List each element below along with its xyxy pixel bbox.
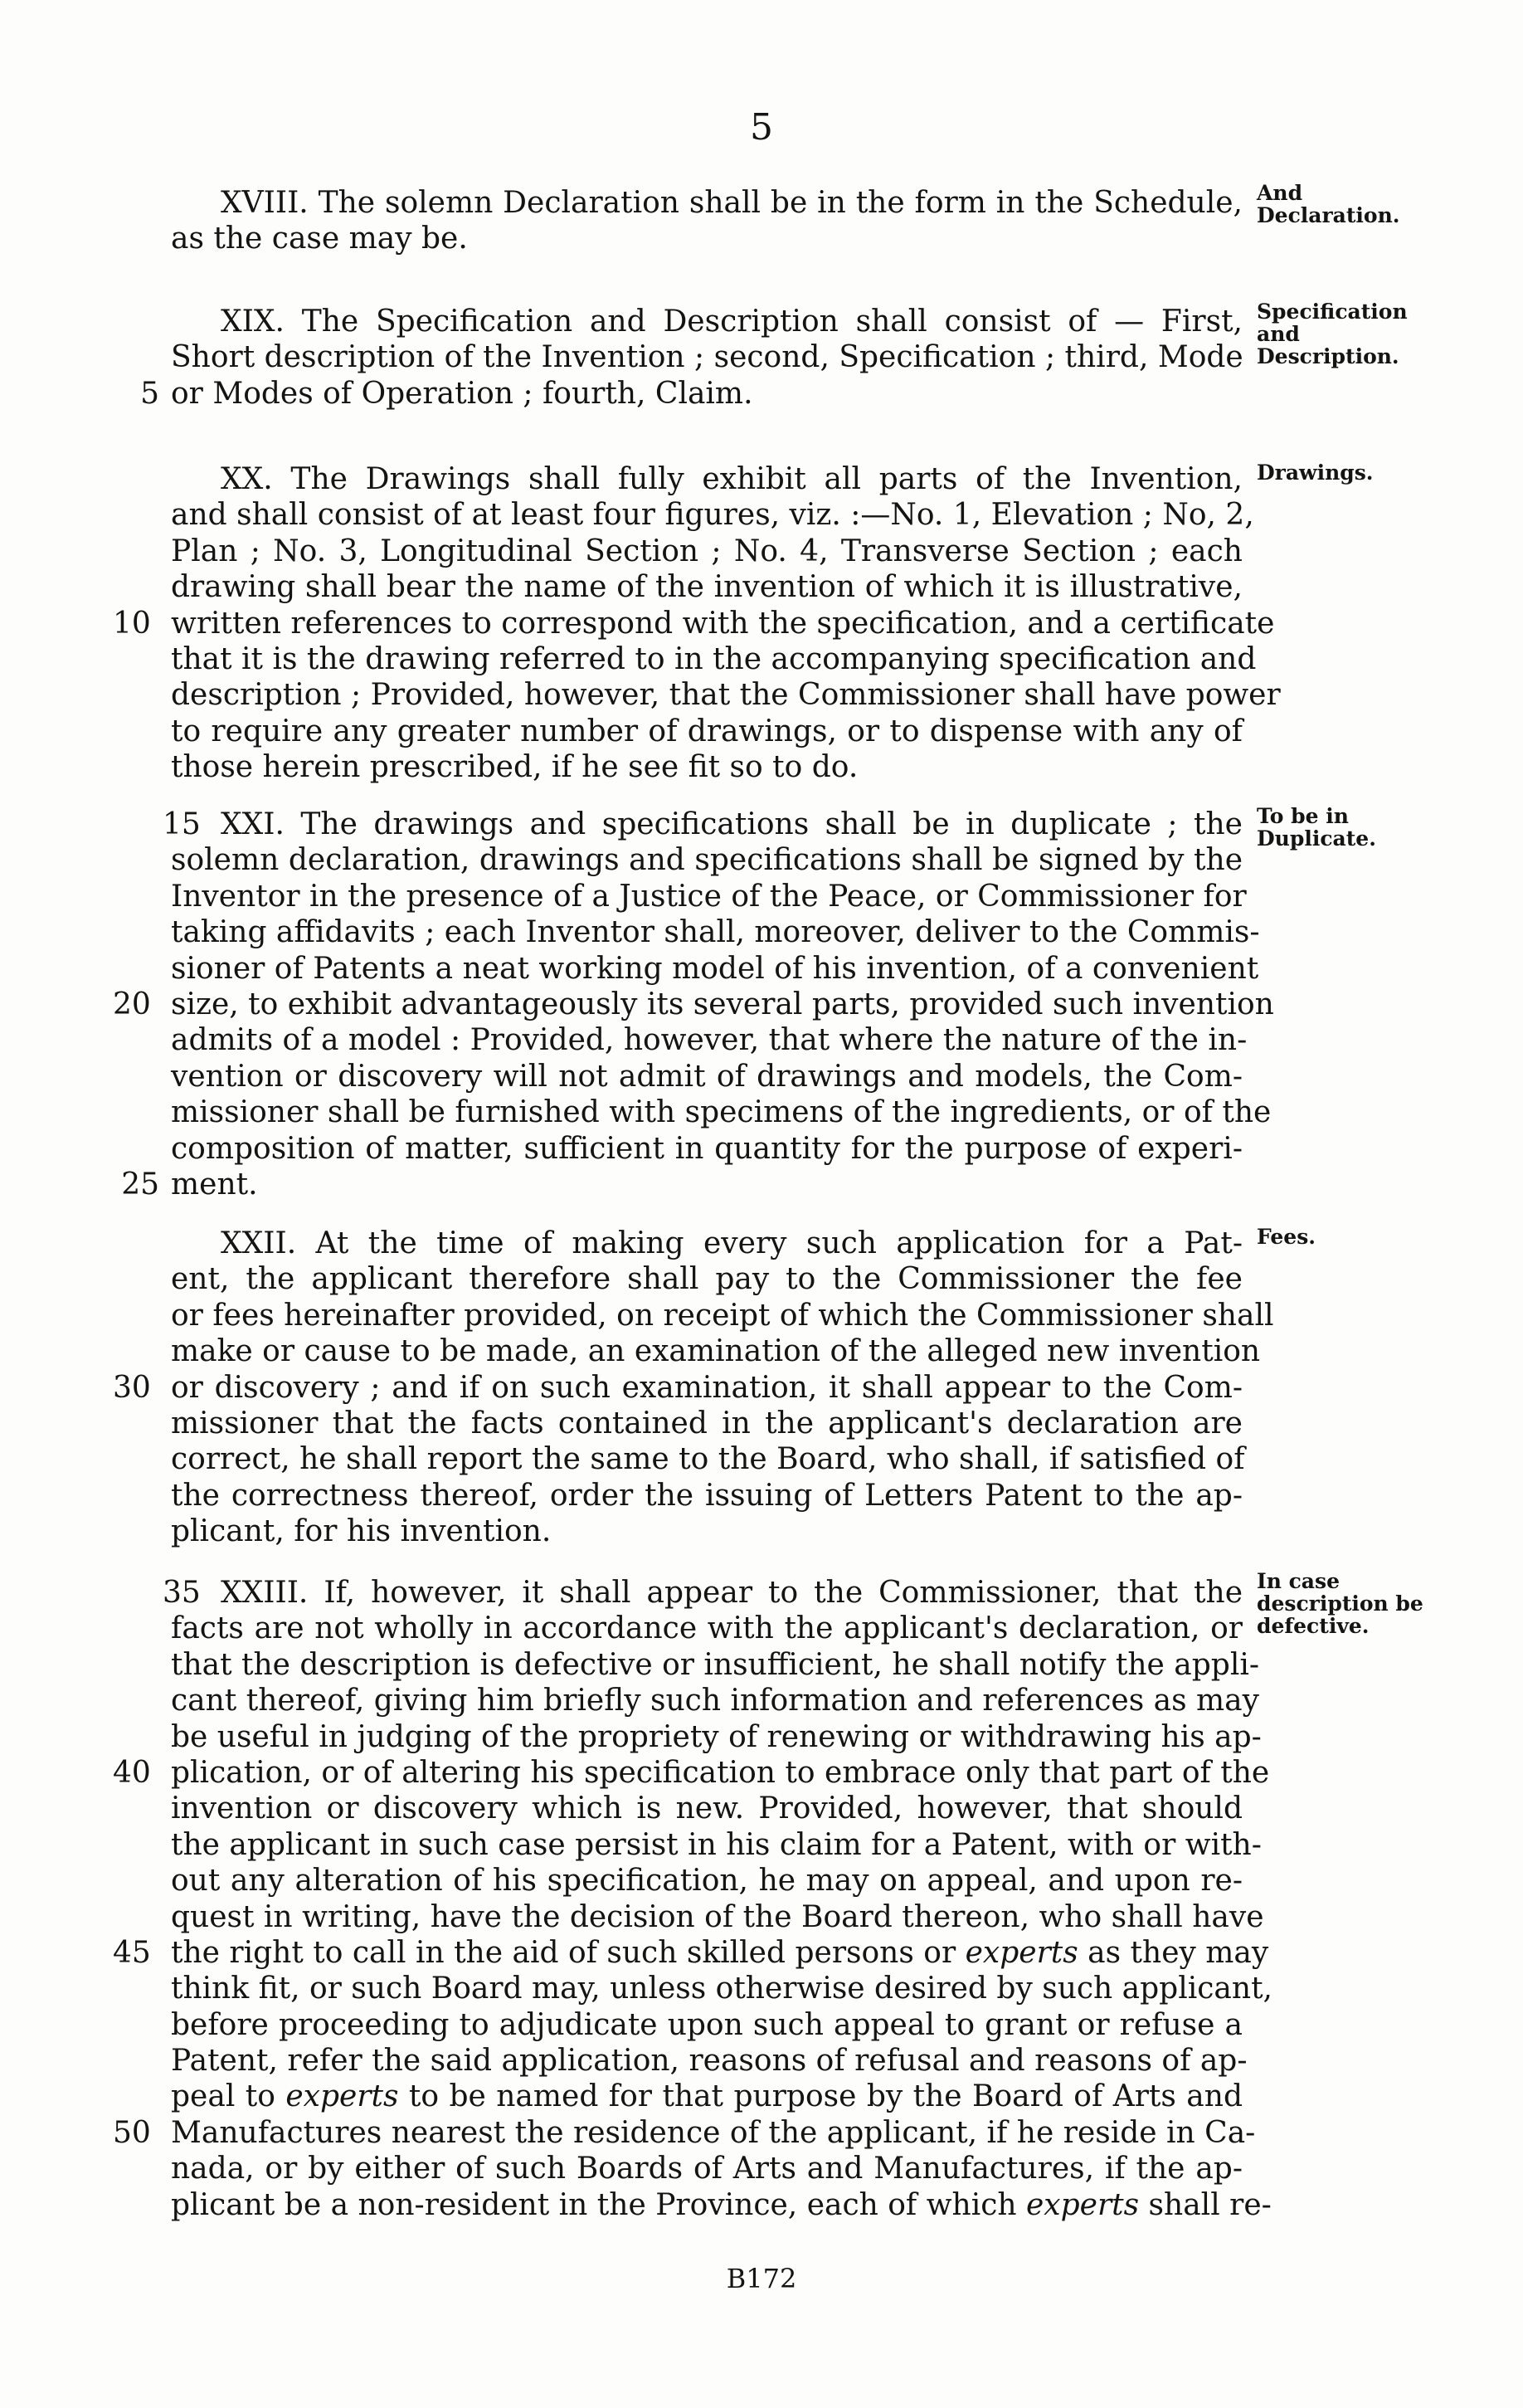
line-number: 45 (113, 1935, 151, 1970)
text-line: XXIII. If, however, it shall appear to the Commissioner, that the 35 (171, 1575, 1243, 1611)
line-number: 15 (163, 807, 201, 841)
text-line: XIX. The Specification and Description shall consist of — First, (221, 305, 1243, 339)
text-line: or fees hereinafter provided, on receipt of which the Commissioner shall (171, 1298, 1274, 1333)
line-number: 50 (113, 2115, 151, 2150)
line-number: 35 (163, 1576, 201, 1610)
text-line: to require any greater number of drawings, or to dispense with any of (171, 714, 1243, 748)
text-line: that the description is defective or insufficient, he shall notify the appli- (171, 1647, 1260, 1682)
text-line: that it is the drawing referred to in the accompanying specification and (171, 641, 1257, 676)
text-line: invention or discovery which is new. Provided, however, that should (171, 1791, 1243, 1826)
margin-note: Specification and Description. (1257, 300, 1408, 368)
page-number: 5 (750, 106, 773, 149)
text-line: plicant be a non-resident in the Province, each of which experts shall re- (171, 2187, 1272, 2222)
printer-signature-mark: B172 (726, 2263, 797, 2294)
line-number: 20 (113, 987, 151, 1021)
text-line: taking affidavits ; each Inventor shall, moreover, deliver to the Commis- (171, 915, 1260, 950)
text-line: written references to correspond with the specification, and a certificate 10 (113, 606, 1275, 641)
line-number: 40 (113, 1755, 151, 1790)
text-line: quest in writing, have the decision of the Board thereon, who shall have (171, 1899, 1264, 1934)
article-section (113, 461, 1281, 786)
line-number: 10 (113, 606, 151, 641)
text-line: vention or discovery will not admit of drawings and models, the Com- (171, 1059, 1243, 1094)
text-line: XX. The Drawings shall fully exhibit all parts of the Invention, (221, 462, 1243, 496)
article-section (140, 304, 1243, 412)
text-line: missioner shall be furnished with specimens of the ingredients, or of the (171, 1095, 1272, 1130)
text-line: the applicant in such case persist in his claim for a Patent, with or with- (171, 1827, 1262, 1862)
text-line: solemn declaration, drawings and specifications shall be signed by the (171, 843, 1243, 878)
text-line: cant thereof, giving him briefly such information and references as may (171, 1684, 1259, 1718)
text-line: Short description of the Invention ; second, Specification ; third, Mode (171, 340, 1243, 375)
text-line: ent, the applicant therefore shall pay to the Commissioner the fee (171, 1262, 1243, 1297)
text-line: correct, he shall report the same to the Board, who shall, if satisfied of (171, 1442, 1245, 1477)
article-section (171, 185, 1243, 257)
text-line: or discovery ; and if on such examination, it shall appear to the Com- 30 (113, 1370, 1243, 1405)
text-line: plicant, for his invention. (171, 1514, 552, 1549)
text-line: XXII. At the time of making every such application for a Pat- (221, 1226, 1243, 1260)
text-line: XVIII. The solemn Declaration shall be in the form in the Schedule, (221, 186, 1243, 220)
line-number: 25 (121, 1167, 159, 1202)
text-line: nada, or by either of such Boards of Arts and Manufactures, if the ap- (171, 2152, 1243, 2186)
text-line: or Modes of Operation ; fourth, Claim. 5 (171, 376, 1243, 412)
margin-note: To be in Duplicate. (1257, 804, 1376, 851)
text-line: make or cause to be made, an examination of the alleged new invention (171, 1334, 1261, 1369)
margin-note: And Declaration. (1257, 181, 1400, 227)
text-line: the correctness thereof, order the issuing of Letters Patent to the ap- (171, 1478, 1243, 1513)
text-line: Inventor in the presence of a Justice of the Peace, or Commissioner for (171, 879, 1247, 914)
text-line: composition of matter, sufficient in quantity for the purpose of experi- (171, 1131, 1243, 1166)
text-line: as the case may be. (171, 222, 468, 256)
text-line: drawing shall bear the name of the invention of which it is illustrative, (171, 570, 1243, 605)
text-line: before proceeding to adjudicate upon such appeal to grant or refuse a (171, 2007, 1243, 2042)
text-line: XXI. The drawings and specifications shall be in duplicate ; the 15 (171, 807, 1243, 842)
line-number: 30 (113, 1370, 151, 1405)
text-line: think fit, or such Board may, unless otherwise desired by such applicant, (171, 1972, 1272, 2006)
text-line: peal to experts to be named for that purpose by the Board of Arts and (171, 2079, 1243, 2114)
text-line: description ; Provided, however, that the Commissioner shall have power (171, 678, 1281, 713)
text-line: those herein prescribed, if he see fit so to do. (171, 750, 859, 785)
margin-note: Drawings. (1257, 461, 1374, 485)
text-line: plication, or of altering his specification to embrace only that part of the 40 (113, 1755, 1270, 1790)
text-line: admits of a model : Provided, however, that where the nature of the in- (171, 1023, 1248, 1058)
text-line: Manufactures nearest the residence of the applicant, if he reside in Ca- 50 (113, 2115, 1256, 2150)
text-line: ment. 25 (171, 1167, 1243, 1202)
text-line: facts are not wholly in accordance with the applicant's declaration, or (171, 1611, 1243, 1646)
line-number: 5 (140, 376, 159, 411)
text-line: missioner that the facts contained in the applicant's declaration are (171, 1406, 1243, 1440)
text-line: size, to exhibit advantageously its several parts, provided such invention 20 (113, 987, 1274, 1021)
text-line: be useful in judging of the propriety of renewing or withdrawing his ap- (171, 1719, 1262, 1754)
margin-note: In case description be defective. (1257, 1569, 1423, 1638)
article-section (113, 1575, 1272, 2223)
text-line: out any alteration of his specification, he may on appeal, and upon re- (171, 1864, 1243, 1899)
article-section (113, 807, 1274, 1202)
text-line: and shall consist of at least four figures, viz. :—No. 1, Elevation ; No, 2, (171, 498, 1254, 533)
article-section (113, 1226, 1274, 1550)
margin-note: Fees. (1257, 1225, 1316, 1249)
text-line: Plan ; No. 3, Longitudinal Section ; No. 4, Transverse Section ; each (171, 534, 1243, 568)
text-line: Patent, refer the said application, reasons of refusal and reasons of ap- (171, 2044, 1248, 2079)
text-line: the right to call in the aid of such skilled persons or experts as they may 45 (113, 1935, 1269, 1970)
text-line: sioner of Patents a neat working model of his invention, of a convenient (171, 951, 1259, 986)
